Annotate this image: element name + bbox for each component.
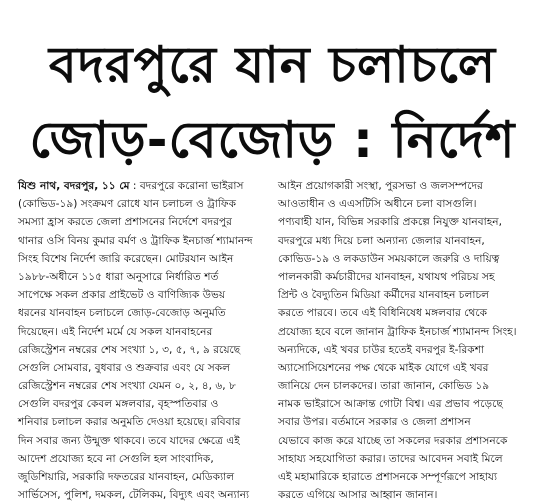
article-line-text: : বদরপুরে করোনা ভাইরাস — [129, 180, 244, 192]
article-line: কোভিড-১৯ ও লকডাউন সময়কালে জরুরি ও দায়িত্ব — [278, 252, 500, 265]
article-line: পণ্যবাহী যান, বিভিন্ন সরকারি প্রকল্পে নিযুক্ত যানবাহন, — [278, 216, 502, 229]
article-line: (কোভিড-১৯) সংক্রমণ রোধে যান চলাচল ও ট্রাফিক — [18, 198, 237, 211]
article-line: ধরনের যানবাহন চলাচলে জোড়-বেজোড় অনুমতি — [18, 307, 226, 320]
article-line: যেভাবে কাজ করে যাচ্ছে তা সকলের দরকার প্রশাসনকে — [278, 434, 508, 447]
article-line: আওতাধীন ও এএসটিসি অধীনে চলা বাসগুলি। — [278, 198, 477, 211]
article-line: পালনকারী কর্মচারীদের যানবাহন, যথাযথ পরিচয় সহ — [278, 270, 495, 283]
article-line: করতে পারবে। তবে এই বিধিনিষেধ মঙ্গলবার থেকে — [278, 307, 488, 320]
article-line: বদরপুরে মধ্য দিয়ে চলা অন্যান্য জেলার যানবাহন, — [278, 234, 485, 247]
article-line: দিন সবার জন্য উন্মুক্ত থাকবে। তবে যাদের ক্ষেত্রে এই — [18, 434, 240, 447]
article-line: অন্যদিকে, এই খবর চাউর হতেই বদরপুর ই-রিকশা — [278, 343, 485, 356]
article-line: সার্ভিসেস, পুলিশ, দমকল, টেলিকম, বিদ্যুৎ এবং অন্যান্য — [18, 489, 250, 502]
article-line: সিংহ বিশেষ নির্দেশ জারি করেছেন। মোটরযান আইন — [18, 252, 234, 265]
article-line: শনিবার চলাচল করার অনুমতি দেওয়া হয়েছে। রবিবার — [18, 416, 241, 429]
article-line: আইন প্রয়োগকারী সংস্থা, পুরসভা ও জলসম্পদের — [278, 180, 483, 192]
article-line: ১৯৮৮-অধীনে ১১৫ ধারা অনুসারে নির্ধারিত শর্ত — [18, 270, 219, 283]
article-line: সাহায্য সহযোগিতা করার। তাদের আবেদন সবাই মিলে — [278, 452, 503, 465]
article-line: সমস্যা হ্রাস করতে জেলা প্রশাসনের নির্দেশে বদরপুর — [18, 216, 232, 229]
article-line: সাপেক্ষে সকল প্রকার প্রাইভেট ও বাণিজ্যিক উভয় — [18, 289, 226, 302]
article-line: সেগুলি সোমবার, বুধবার ও শুক্রবার এবং যে সকল — [18, 361, 231, 374]
byline: যিশু নাথ, বদরপুর, ১১ মে — [18, 180, 130, 192]
article-line: থানার ওসি বিনয় কুমার বর্মণ ও ট্রাফিক ইনচার্জ শ্যামানন্দ — [18, 234, 253, 247]
article-line: জানিয়ে দেন চালকদের। তারা জানান, কোভিড ১৯ — [278, 380, 490, 393]
article-line: রেজিস্ট্রেশন নম্বরের শেষ সংখ্যা ১, ৩, ৫, ৭, ৯ রয়েছে — [18, 343, 241, 356]
article-line: অ্যাসোসিয়েশনের পক্ষ থেকে মাইক যোগে এই খবর — [278, 361, 489, 374]
article-column-left — [18, 177, 273, 504]
article-column-right — [278, 177, 540, 504]
headline-line-2: জোড়-বেজোড় : নির্দেশ — [29, 111, 516, 169]
article-line: রেজিস্ট্রেশন নম্বরের শেষ সংখ্যা যেমন ০, ২, ৪, ৬, ৮ — [18, 380, 236, 393]
article-line: আদেশ প্রযোজ্য হবে না সেগুলি হল সাংবাদিক, — [18, 452, 214, 465]
article-line: প্রযোজ্য হবে বলে জানান ট্রাফিক ইনচার্জ শ্যামানন্দ সিংহ। — [278, 325, 517, 338]
article-line: প্রিন্ট ও বৈদ্যুতিন মিডিয়া কর্মীদের যানবাহন চলাচল — [278, 289, 490, 302]
article-line: সবার উপর। বর্তমানে সরকার ও জেলা প্রশাসন — [278, 416, 471, 429]
article-line: এই মহামারিকে হারাতে প্রশাসনকে সম্পূর্ণরূপে সাহায্য — [278, 471, 498, 483]
article-line: জুডিশিয়ারি, সরকারি দফতরের যানবাহন, মেডিক্যাল — [18, 471, 235, 483]
article-line: করতে এগিয়ে আসার আহ্বান জানান। — [278, 489, 438, 502]
article-line: নামক ভাইরাসে আক্রান্ত গোটা বিশ্ব। এর প্রভাব পড়েছে — [278, 398, 503, 411]
article-line: দিয়েছেন। এই নির্দেশ মর্মে যে সকল যানবাহনের — [18, 325, 213, 338]
article-line: সেগুলি বদরপুর কেবল মঙ্গলবার, বৃহস্পতিবার ও — [18, 398, 219, 411]
headline-line-1: বদরপুরে যান চলাচলে — [48, 36, 497, 94]
article-line — [18, 177, 273, 195]
